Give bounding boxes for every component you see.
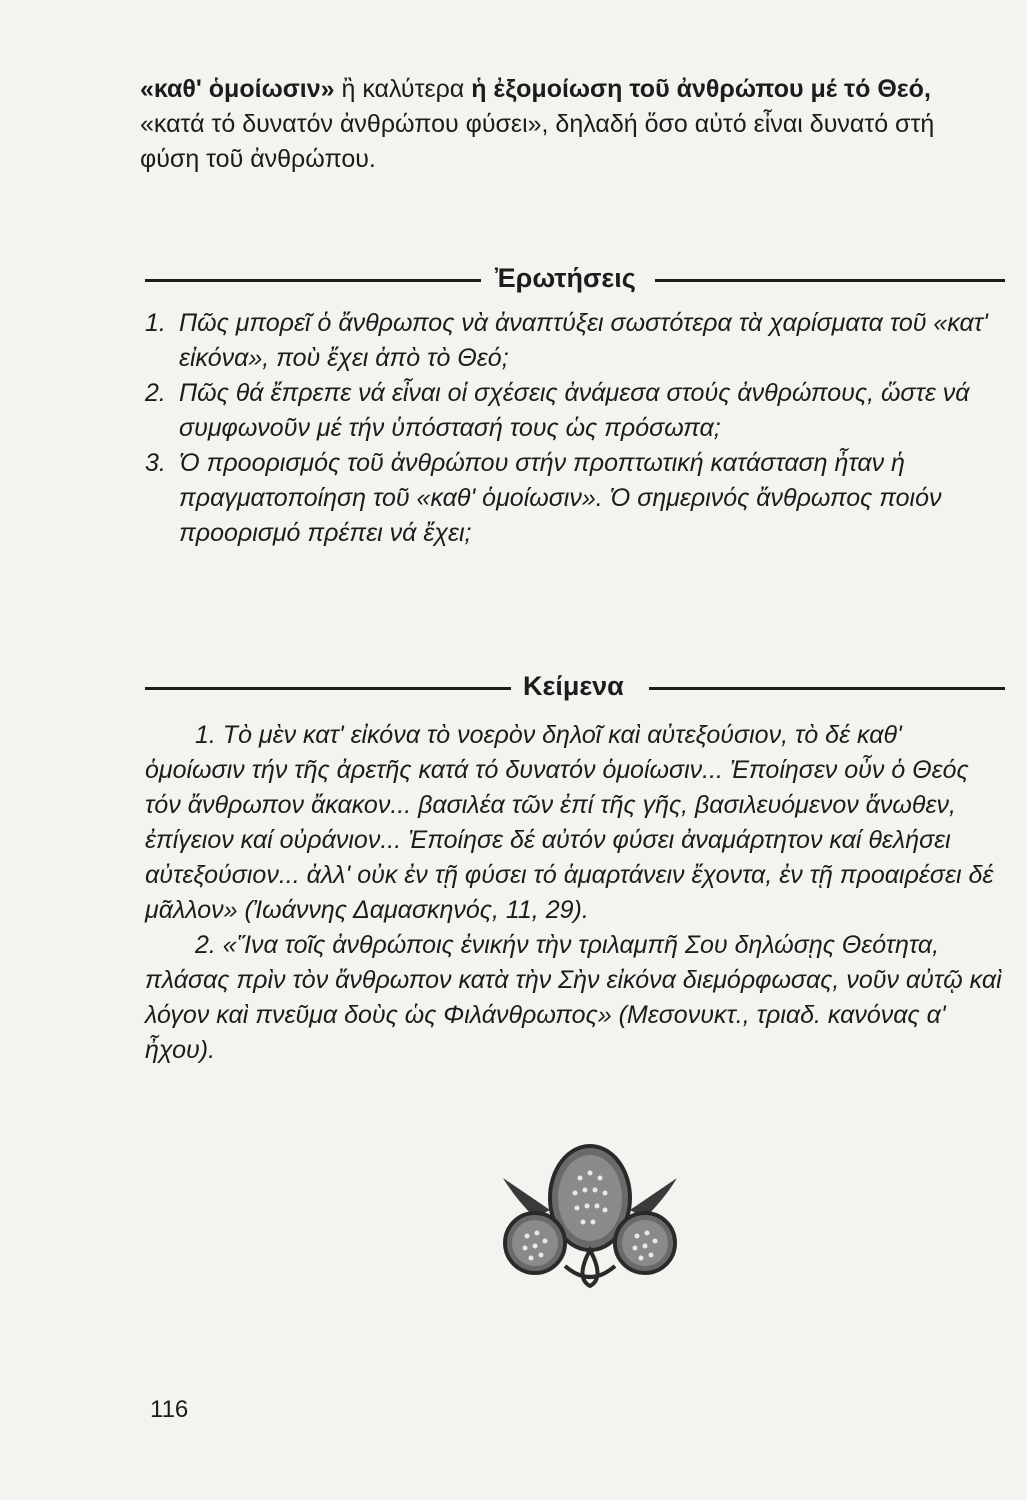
intro-term: «καθ' ὁμοίωσιν» — [140, 75, 335, 103]
intro-connector: ἢ καλύτερα — [334, 75, 472, 103]
heading-rule-left — [145, 687, 511, 690]
texts-heading-title: Κείμενα — [523, 671, 624, 701]
heading-rule-right — [655, 279, 1005, 282]
heading-rule-left — [145, 279, 481, 282]
intro-paragraph — [140, 72, 1000, 177]
question-text: Πῶς θά ἔπρεπε νά εἶναι οἱ σχέσεις ἀνάμεσα στούς ἀνθρώπους, ὥστε νά συμφωνοῦν μέ τήν ὑπόστασή τους ὡς πρόσωπα; — [179, 379, 970, 442]
text-passage: 1. Τὸ μὲν κατ' εἰκόνα τὸ νοερὸν δηλοῖ καὶ αὐτεξούσιον, τὸ δέ καθ' ὁμοίωσιν τήν τῆς ἀρετῆς κατά τό δυνατόν ὁμοίωσιν... Ἐποίησεν οὖν ὁ Θεός τόν ἄνθρωπον ἄκακον... βασιλέα τῶν ἐπί τῆς γῆς, βασιλευόμενον ἄνωθεν, ἐπίγειον καί οὐράνιον... Ἐποίησε δέ αὐτόν φύσει ἀναμάρτητον καί θελήσει αὐτεξούσιον... ἀλλ' οὐκ ἐν τῇ φύσει τό ἁμαρτάνειν ἔχοντα, ἐν τῇ προαιρέσει δέ μᾶλλον» (Ἰωάννης Δαμασκηνός, 11, 29). — [145, 721, 994, 924]
questions-heading-title: Ἐρωτήσεις — [495, 263, 636, 293]
question-number: 1. — [145, 309, 166, 337]
heading-rule-right — [649, 687, 1005, 690]
texts-section — [145, 718, 1005, 1068]
question-text: Ὁ προορισμός τοῦ ἀνθρώπου στήν προπτωτική κατάσταση ἦταν ἡ πραγματοποίηση τοῦ «καθ' ὁμοίωσιν». Ὁ σημερινός ἄνθρωπος ποιόν προορισμό πρέπει νά ἔχει; — [179, 449, 942, 547]
question-text: Πῶς μπορεῖ ὁ ἄνθρωπος νὰ ἀναπτύξει σωστότερα τὰ χαρίσματα τοῦ «κατ' εἰκόνα», ποὺ ἔχει ἀπὸ τὸ Θεό; — [179, 309, 988, 372]
question-number: 3. — [145, 449, 166, 477]
question-item — [145, 306, 1005, 376]
text-passage: 2. «Ἵνα τοῖς ἀνθρώποις ἐνικήν τὴν τριλαμπῆ Σου δηλώσῃς Θεότητα, πλάσας πρὶν τὸν ἄνθρωπον κατὰ τὴν Σὴν εἰκόνα διεμόρφωσας, νοῦν αὐτῷ καὶ λόγον καὶ πνεῦμα δοὺς ὡς Φιλάνθρωπος» (Μεσονυκτ., τριαδ. κανόνας α' ἦχου). — [145, 931, 1002, 1064]
intro-emphasis: ἡ ἐξομοίωση τοῦ ἀνθρώπου μέ τό Θεό, — [471, 75, 931, 103]
question-item — [145, 446, 1005, 551]
page-number: 116 — [150, 1396, 189, 1423]
questions-heading — [145, 258, 1005, 298]
questions-list — [145, 306, 1005, 551]
intro-rest: «κατά τό δυνατόν ἀνθρώπου φύσει», δηλαδή ὅσο αὐτό εἶναι δυνατό στή φύση τοῦ ἀνθρώπου. — [140, 110, 935, 173]
question-number: 2. — [145, 379, 166, 407]
intro-text — [140, 72, 1000, 177]
question-item — [145, 376, 1005, 446]
texts-heading — [145, 666, 1005, 706]
floral-ornament-icon — [495, 1138, 685, 1293]
